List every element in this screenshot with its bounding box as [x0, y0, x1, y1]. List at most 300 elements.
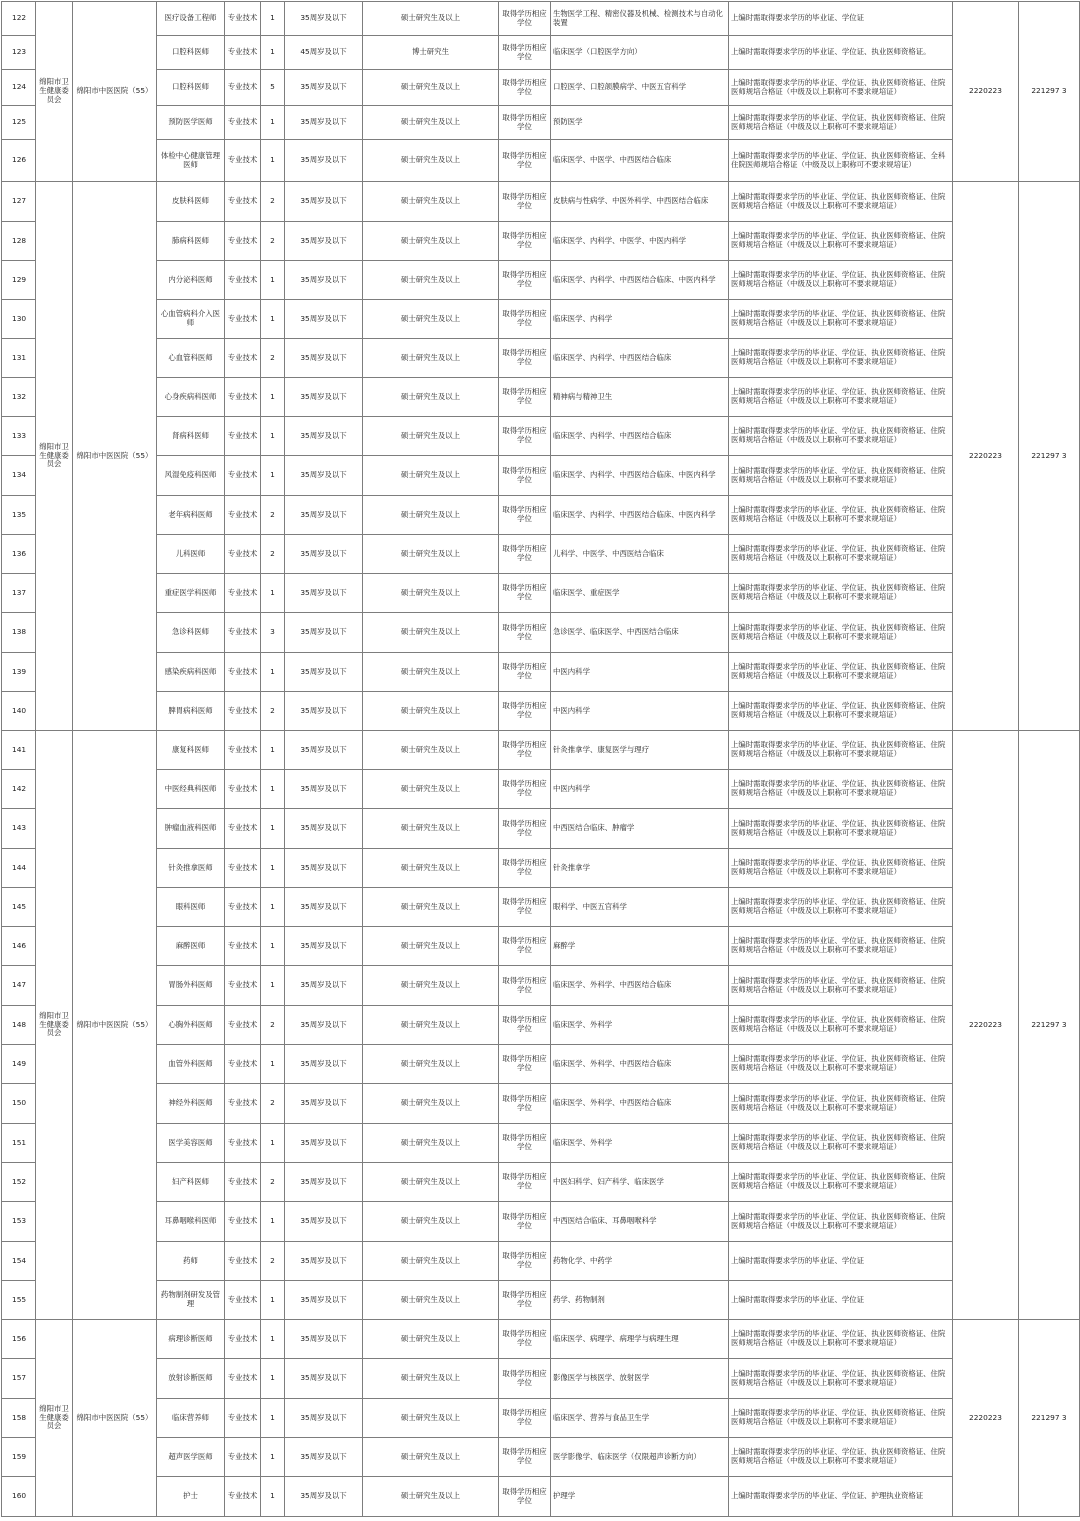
age-requirement: 35周岁及以下 — [285, 692, 363, 731]
position-name: 胃肠外科医师 — [157, 966, 225, 1006]
row-number: 137 — [2, 574, 36, 613]
age-requirement: 35周岁及以下 — [285, 1281, 363, 1320]
age-requirement: 35周岁及以下 — [285, 140, 363, 182]
row-number: 140 — [2, 692, 36, 731]
education-requirement: 硕士研究生及以上 — [363, 1084, 499, 1124]
phone-code-cell: 221297 3 — [1019, 1320, 1080, 1517]
other-requirements: 上编时需取得要求学历的毕业证、学位证、执业医师资格证、住院医师规培合格证（中级及以上职称可不要求规培证） — [729, 653, 953, 692]
row-number: 157 — [2, 1359, 36, 1399]
headcount: 2 — [261, 1242, 285, 1281]
education-requirement: 硕士研究生及以上 — [363, 692, 499, 731]
other-requirements: 上编时需取得要求学历的毕业证、学位证、执业医师资格证、住院医师规培合格证（中级及以上职称可不要求规培证） — [729, 927, 953, 966]
post-type: 专业技术 — [225, 535, 261, 574]
degree-requirement: 取得学历相应学位 — [499, 770, 551, 809]
post-type: 专业技术 — [225, 106, 261, 140]
degree-requirement: 取得学历相应学位 — [499, 2, 551, 36]
row-number: 122 — [2, 2, 36, 36]
other-requirements: 上编时需取得要求学历的毕业证、学位证、执业医师资格证、住院医师规培合格证（中级及以上职称可不要求规培证） — [729, 1202, 953, 1242]
other-requirements: 上编时需取得要求学历的毕业证、学位证、执业医师资格证、住院医师规培合格证（中级及以上职称可不要求规培证） — [729, 339, 953, 378]
age-requirement: 35周岁及以下 — [285, 888, 363, 927]
education-requirement: 硕士研究生及以上 — [363, 535, 499, 574]
major-requirement: 药物化学、中药学 — [551, 1242, 729, 1281]
major-requirement: 临床医学、内科学、中西医结合临床、中医内科学 — [551, 456, 729, 496]
major-requirement: 针灸推拿学 — [551, 849, 729, 888]
position-name: 临床营养师 — [157, 1399, 225, 1438]
position-name: 药师 — [157, 1242, 225, 1281]
degree-requirement: 取得学历相应学位 — [499, 1163, 551, 1202]
degree-requirement: 取得学历相应学位 — [499, 1202, 551, 1242]
row-number: 156 — [2, 1320, 36, 1359]
degree-requirement: 取得学历相应学位 — [499, 1320, 551, 1359]
education-requirement: 硕士研究生及以上 — [363, 339, 499, 378]
age-requirement: 35周岁及以下 — [285, 1320, 363, 1359]
other-requirements: 上编时需取得要求学历的毕业证、学位证、执业医师资格证、住院医师规培合格证（中级及以上职称可不要求规培证） — [729, 731, 953, 770]
post-type: 专业技术 — [225, 300, 261, 339]
table-row — [2, 1477, 1080, 1517]
post-type: 专业技术 — [225, 1163, 261, 1202]
row-number: 135 — [2, 496, 36, 535]
position-name: 老年病科医师 — [157, 496, 225, 535]
position-name: 儿科医师 — [157, 535, 225, 574]
degree-requirement: 取得学历相应学位 — [499, 1477, 551, 1517]
education-requirement: 硕士研究生及以上 — [363, 1045, 499, 1084]
education-requirement: 硕士研究生及以上 — [363, 1438, 499, 1477]
degree-requirement: 取得学历相应学位 — [499, 613, 551, 653]
age-requirement: 35周岁及以下 — [285, 2, 363, 36]
post-type: 专业技术 — [225, 888, 261, 927]
headcount: 1 — [261, 456, 285, 496]
post-type: 专业技术 — [225, 809, 261, 849]
position-name: 放射诊断医师 — [157, 1359, 225, 1399]
position-name: 肾病科医师 — [157, 417, 225, 456]
table-row — [2, 1084, 1080, 1124]
headcount: 1 — [261, 36, 285, 70]
age-requirement: 35周岁及以下 — [285, 1477, 363, 1517]
headcount: 1 — [261, 849, 285, 888]
post-type: 专业技术 — [225, 456, 261, 496]
headcount: 1 — [261, 106, 285, 140]
row-number: 144 — [2, 849, 36, 888]
age-requirement: 35周岁及以下 — [285, 496, 363, 535]
post-type: 专业技术 — [225, 1281, 261, 1320]
other-requirements: 上编时需取得要求学历的毕业证、学位证、执业医师资格证、住院医师规培合格证（中级及以上职称可不要求规培证） — [729, 1124, 953, 1163]
major-requirement: 中医内科学 — [551, 770, 729, 809]
headcount: 1 — [261, 1202, 285, 1242]
other-requirements: 上编时需取得要求学历的毕业证、学位证、执业医师资格证、住院医师规培合格证（中级及以上职称可不要求规培证） — [729, 1320, 953, 1359]
row-number: 148 — [2, 1006, 36, 1045]
major-requirement: 皮肤病与性病学、中医外科学、中西医结合临床 — [551, 182, 729, 222]
headcount: 3 — [261, 613, 285, 653]
education-requirement: 硕士研究生及以上 — [363, 809, 499, 849]
degree-requirement: 取得学历相应学位 — [499, 927, 551, 966]
row-number: 131 — [2, 339, 36, 378]
education-requirement: 硕士研究生及以上 — [363, 70, 499, 106]
position-name: 皮肤科医师 — [157, 182, 225, 222]
age-requirement: 35周岁及以下 — [285, 1006, 363, 1045]
headcount: 1 — [261, 1320, 285, 1359]
degree-requirement: 取得学历相应学位 — [499, 261, 551, 300]
headcount: 1 — [261, 731, 285, 770]
education-requirement: 硕士研究生及以上 — [363, 417, 499, 456]
major-requirement: 临床医学、外科学、中西医结合临床 — [551, 1045, 729, 1084]
position-name: 针灸推拿医师 — [157, 849, 225, 888]
post-type: 专业技术 — [225, 966, 261, 1006]
position-name: 神经外科医师 — [157, 1084, 225, 1124]
row-number: 152 — [2, 1163, 36, 1202]
table-row — [2, 70, 1080, 106]
phone-code-cell: 221297 3 — [1019, 2, 1080, 182]
row-number: 123 — [2, 36, 36, 70]
headcount: 2 — [261, 1084, 285, 1124]
table-row — [2, 1399, 1080, 1438]
age-requirement: 35周岁及以下 — [285, 653, 363, 692]
education-requirement: 硕士研究生及以上 — [363, 731, 499, 770]
row-number: 160 — [2, 1477, 36, 1517]
age-requirement: 35周岁及以下 — [285, 574, 363, 613]
education-requirement: 硕士研究生及以上 — [363, 613, 499, 653]
table-row — [2, 966, 1080, 1006]
post-type: 专业技术 — [225, 36, 261, 70]
position-name: 康复科医师 — [157, 731, 225, 770]
other-requirements: 上编时需取得要求学历的毕业证、学位证、执业医师资格证、住院医师规培合格证（中级及以上职称可不要求规培证） — [729, 1045, 953, 1084]
degree-requirement: 取得学历相应学位 — [499, 182, 551, 222]
position-name: 重症医学科医师 — [157, 574, 225, 613]
headcount: 1 — [261, 417, 285, 456]
education-requirement: 硕士研究生及以上 — [363, 300, 499, 339]
phone-code-cell: 221297 3 — [1019, 731, 1080, 1320]
age-requirement: 35周岁及以下 — [285, 731, 363, 770]
table-row — [2, 140, 1080, 182]
row-number: 125 — [2, 106, 36, 140]
major-requirement: 中医内科学 — [551, 653, 729, 692]
headcount: 2 — [261, 222, 285, 261]
post-type: 专业技术 — [225, 70, 261, 106]
position-name: 心身疾病科医师 — [157, 378, 225, 417]
age-requirement: 35周岁及以下 — [285, 106, 363, 140]
row-number: 147 — [2, 966, 36, 1006]
headcount: 5 — [261, 70, 285, 106]
table-row — [2, 378, 1080, 417]
row-number: 151 — [2, 1124, 36, 1163]
position-name: 血管外科医师 — [157, 1045, 225, 1084]
age-requirement: 35周岁及以下 — [285, 1242, 363, 1281]
post-type: 专业技术 — [225, 1359, 261, 1399]
degree-requirement: 取得学历相应学位 — [499, 1045, 551, 1084]
degree-requirement: 取得学历相应学位 — [499, 300, 551, 339]
row-number: 132 — [2, 378, 36, 417]
position-name: 脾胃病科医师 — [157, 692, 225, 731]
post-type: 专业技术 — [225, 496, 261, 535]
table-row — [2, 1320, 1080, 1359]
major-requirement: 临床医学、内科学、中西医结合临床、中医内科学 — [551, 496, 729, 535]
degree-requirement: 取得学历相应学位 — [499, 1242, 551, 1281]
post-type: 专业技术 — [225, 927, 261, 966]
contact-code-cell: 2220223 — [953, 2, 1019, 182]
table-row — [2, 1359, 1080, 1399]
degree-requirement: 取得学历相应学位 — [499, 456, 551, 496]
row-number: 134 — [2, 456, 36, 496]
headcount: 1 — [261, 966, 285, 1006]
headcount: 1 — [261, 1281, 285, 1320]
post-type: 专业技术 — [225, 182, 261, 222]
degree-requirement: 取得学历相应学位 — [499, 339, 551, 378]
education-requirement: 硕士研究生及以上 — [363, 1399, 499, 1438]
post-type: 专业技术 — [225, 1124, 261, 1163]
degree-requirement: 取得学历相应学位 — [499, 809, 551, 849]
position-name: 预防医学医师 — [157, 106, 225, 140]
education-requirement: 硕士研究生及以上 — [363, 1006, 499, 1045]
row-number: 130 — [2, 300, 36, 339]
education-requirement: 硕士研究生及以上 — [363, 182, 499, 222]
post-type: 专业技术 — [225, 1477, 261, 1517]
degree-requirement: 取得学历相应学位 — [499, 140, 551, 182]
degree-requirement: 取得学历相应学位 — [499, 417, 551, 456]
position-name: 药物制剂研发及管理 — [157, 1281, 225, 1320]
education-requirement: 硕士研究生及以上 — [363, 888, 499, 927]
row-number: 142 — [2, 770, 36, 809]
table-row — [2, 731, 1080, 770]
phone-code-cell: 221297 3 — [1019, 182, 1080, 731]
other-requirements: 上编时需取得要求学历的毕业证、学位证、执业医师资格证、住院医师规培合格证（中级及以上职称可不要求规培证） — [729, 417, 953, 456]
recruitment-table — [1, 1, 1080, 1517]
age-requirement: 35周岁及以下 — [285, 339, 363, 378]
row-number: 158 — [2, 1399, 36, 1438]
major-requirement: 临床医学、外科学、中西医结合临床 — [551, 966, 729, 1006]
other-requirements: 上编时需取得要求学历的毕业证、学位证 — [729, 1242, 953, 1281]
age-requirement: 35周岁及以下 — [285, 1045, 363, 1084]
major-requirement: 急诊医学、临床医学、中西医结合临床 — [551, 613, 729, 653]
other-requirements: 上编时需取得要求学历的毕业证、学位证、护理执业资格证 — [729, 1477, 953, 1517]
other-requirements: 上编时需取得要求学历的毕业证、学位证、执业医师资格证。 — [729, 36, 953, 70]
other-requirements: 上编时需取得要求学历的毕业证、学位证、执业医师资格证、住院医师规培合格证（中级及以上职称可不要求规培证） — [729, 222, 953, 261]
headcount: 1 — [261, 927, 285, 966]
major-requirement: 眼科学、中医五官科学 — [551, 888, 729, 927]
position-name: 肿瘤血液科医师 — [157, 809, 225, 849]
table-row — [2, 182, 1080, 222]
row-number: 127 — [2, 182, 36, 222]
department-cell: 绵阳市卫生健康委员会 — [36, 182, 73, 731]
major-requirement: 临床医学、内科学、中西医结合临床 — [551, 417, 729, 456]
position-name: 医学美容医师 — [157, 1124, 225, 1163]
degree-requirement: 取得学历相应学位 — [499, 692, 551, 731]
degree-requirement: 取得学历相应学位 — [499, 1438, 551, 1477]
post-type: 专业技术 — [225, 1320, 261, 1359]
education-requirement: 硕士研究生及以上 — [363, 1163, 499, 1202]
degree-requirement: 取得学历相应学位 — [499, 1006, 551, 1045]
position-name: 急诊科医师 — [157, 613, 225, 653]
age-requirement: 35周岁及以下 — [285, 809, 363, 849]
other-requirements: 上编时需取得要求学历的毕业证、学位证、执业医师资格证、住院医师规培合格证（中级及以上职称可不要求规培证） — [729, 456, 953, 496]
headcount: 2 — [261, 535, 285, 574]
headcount: 1 — [261, 140, 285, 182]
age-requirement: 35周岁及以下 — [285, 417, 363, 456]
other-requirements: 上编时需取得要求学历的毕业证、学位证、执业医师资格证、住院医师规培合格证（中级及以上职称可不要求规培证） — [729, 261, 953, 300]
age-requirement: 35周岁及以下 — [285, 1438, 363, 1477]
degree-requirement: 取得学历相应学位 — [499, 966, 551, 1006]
degree-requirement: 取得学历相应学位 — [499, 496, 551, 535]
post-type: 专业技术 — [225, 731, 261, 770]
row-number: 149 — [2, 1045, 36, 1084]
age-requirement: 35周岁及以下 — [285, 927, 363, 966]
position-name: 病理诊断医师 — [157, 1320, 225, 1359]
post-type: 专业技术 — [225, 1006, 261, 1045]
degree-requirement: 取得学历相应学位 — [499, 36, 551, 70]
age-requirement: 35周岁及以下 — [285, 378, 363, 417]
major-requirement: 临床医学、营养与食品卫生学 — [551, 1399, 729, 1438]
age-requirement: 35周岁及以下 — [285, 966, 363, 1006]
headcount: 1 — [261, 888, 285, 927]
employer-unit-cell: 绵阳市中医医院（55） — [73, 1320, 157, 1517]
degree-requirement: 取得学历相应学位 — [499, 70, 551, 106]
education-requirement: 硕士研究生及以上 — [363, 106, 499, 140]
education-requirement: 硕士研究生及以上 — [363, 770, 499, 809]
employer-unit-cell: 绵阳市中医医院（55） — [73, 731, 157, 1320]
row-number: 143 — [2, 809, 36, 849]
major-requirement: 中医妇科学、妇产科学、临床医学 — [551, 1163, 729, 1202]
other-requirements: 上编时需取得要求学历的毕业证、学位证、执业医师资格证、住院医师规培合格证（中级及以上职称可不要求规培证） — [729, 888, 953, 927]
post-type: 专业技术 — [225, 2, 261, 36]
position-name: 口腔科医师 — [157, 36, 225, 70]
position-name: 护士 — [157, 1477, 225, 1517]
other-requirements: 上编时需取得要求学历的毕业证、学位证、执业医师资格证、住院医师规培合格证（中级及以上职称可不要求规培证） — [729, 1438, 953, 1477]
major-requirement: 麻醉学 — [551, 927, 729, 966]
row-number: 128 — [2, 222, 36, 261]
other-requirements: 上编时需取得要求学历的毕业证、学位证 — [729, 1281, 953, 1320]
major-requirement: 临床医学、外科学 — [551, 1006, 729, 1045]
major-requirement: 针灸推拿学、康复医学与理疗 — [551, 731, 729, 770]
position-name: 超声医学医师 — [157, 1438, 225, 1477]
table-body — [2, 2, 1080, 1517]
position-name: 耳鼻咽喉科医师 — [157, 1202, 225, 1242]
education-requirement: 硕士研究生及以上 — [363, 1281, 499, 1320]
position-name: 感染疾病科医师 — [157, 653, 225, 692]
other-requirements: 上编时需取得要求学历的毕业证、学位证、执业医师资格证、住院医师规培合格证（中级及以上职称可不要求规培证） — [729, 809, 953, 849]
table-row — [2, 1163, 1080, 1202]
table-row — [2, 692, 1080, 731]
education-requirement: 硕士研究生及以上 — [363, 261, 499, 300]
table-row — [2, 888, 1080, 927]
major-requirement: 口腔医学、口腔颌膜病学、中医五官科学 — [551, 70, 729, 106]
headcount: 1 — [261, 378, 285, 417]
other-requirements: 上编时需取得要求学历的毕业证、学位证、执业医师资格证、住院医师规培合格证（中级及以上职称可不要求规培证） — [729, 966, 953, 1006]
post-type: 专业技术 — [225, 1045, 261, 1084]
other-requirements: 上编时需取得要求学历的毕业证、学位证、执业医师资格证、住院医师规培合格证（中级及以上职称可不要求规培证） — [729, 1163, 953, 1202]
position-name: 风湿免疫科医师 — [157, 456, 225, 496]
row-number: 146 — [2, 927, 36, 966]
degree-requirement: 取得学历相应学位 — [499, 1124, 551, 1163]
major-requirement: 中西医结合临床、耳鼻咽喉科学 — [551, 1202, 729, 1242]
headcount: 1 — [261, 300, 285, 339]
row-number: 133 — [2, 417, 36, 456]
table-row — [2, 300, 1080, 339]
post-type: 专业技术 — [225, 1438, 261, 1477]
table-row — [2, 339, 1080, 378]
other-requirements: 上编时需取得要求学历的毕业证、学位证、执业医师资格证、住院医师规培合格证（中级及以上职称可不要求规培证） — [729, 378, 953, 417]
department-cell: 绵阳市卫生健康委员会 — [36, 731, 73, 1320]
position-name: 内分泌科医师 — [157, 261, 225, 300]
major-requirement: 临床医学、内科学、中西医结合临床 — [551, 339, 729, 378]
row-number: 155 — [2, 1281, 36, 1320]
major-requirement: 中西医结合临床、肿瘤学 — [551, 809, 729, 849]
row-number: 129 — [2, 261, 36, 300]
other-requirements: 上编时需取得要求学历的毕业证、学位证、执业医师资格证、住院医师规培合格证（中级及以上职称可不要求规培证） — [729, 849, 953, 888]
row-number: 150 — [2, 1084, 36, 1124]
post-type: 专业技术 — [225, 1399, 261, 1438]
table-row — [2, 106, 1080, 140]
headcount: 1 — [261, 1477, 285, 1517]
major-requirement: 中医内科学 — [551, 692, 729, 731]
other-requirements: 上编时需取得要求学历的毕业证、学位证、执业医师资格证、住院医师规培合格证（中级及以上职称可不要求规培证） — [729, 770, 953, 809]
post-type: 专业技术 — [225, 613, 261, 653]
headcount: 1 — [261, 1359, 285, 1399]
table-row — [2, 1006, 1080, 1045]
table-row — [2, 2, 1080, 36]
other-requirements: 上编时需取得要求学历的毕业证、学位证、执业医师资格证、住院医师规培合格证（中级及以上职称可不要求规培证） — [729, 300, 953, 339]
table-row — [2, 653, 1080, 692]
degree-requirement: 取得学历相应学位 — [499, 888, 551, 927]
other-requirements: 上编时需取得要求学历的毕业证、学位证、执业医师资格证、住院医师规培合格证（中级及以上职称可不要求规培证） — [729, 1084, 953, 1124]
employer-unit-cell: 绵阳市中医医院（55） — [73, 182, 157, 731]
table-row — [2, 1202, 1080, 1242]
headcount: 1 — [261, 1045, 285, 1084]
table-row — [2, 574, 1080, 613]
contact-code-cell: 2220223 — [953, 731, 1019, 1320]
row-number: 124 — [2, 70, 36, 106]
degree-requirement: 取得学历相应学位 — [499, 378, 551, 417]
other-requirements: 上编时需取得要求学历的毕业证、学位证、执业医师资格证、住院医师规培合格证（中级及以上职称可不要求规培证） — [729, 1006, 953, 1045]
table-row — [2, 927, 1080, 966]
major-requirement: 生物医学工程、精密仪器及机械、检测技术与自动化装置 — [551, 2, 729, 36]
position-name: 医疗设备工程师 — [157, 2, 225, 36]
position-name: 体检中心健康管理医师 — [157, 140, 225, 182]
row-number: 138 — [2, 613, 36, 653]
headcount: 2 — [261, 692, 285, 731]
headcount: 2 — [261, 496, 285, 535]
education-requirement: 硕士研究生及以上 — [363, 849, 499, 888]
headcount: 2 — [261, 1163, 285, 1202]
age-requirement: 35周岁及以下 — [285, 1359, 363, 1399]
education-requirement: 硕士研究生及以上 — [363, 966, 499, 1006]
major-requirement: 精神病与精神卫生 — [551, 378, 729, 417]
other-requirements: 上编时需取得要求学历的毕业证、学位证、执业医师资格证、住院医师规培合格证（中级及以上职称可不要求规培证） — [729, 1399, 953, 1438]
major-requirement: 药学、药物制剂 — [551, 1281, 729, 1320]
table-row — [2, 1438, 1080, 1477]
department-cell: 绵阳市卫生健康委员会 — [36, 2, 73, 182]
table-row — [2, 222, 1080, 261]
post-type: 专业技术 — [225, 692, 261, 731]
major-requirement: 临床医学、内科学、中西医结合临床、中医内科学 — [551, 261, 729, 300]
row-number: 139 — [2, 653, 36, 692]
table-row — [2, 535, 1080, 574]
table-row — [2, 849, 1080, 888]
table-row — [2, 261, 1080, 300]
education-requirement: 硕士研究生及以上 — [363, 1124, 499, 1163]
contact-code-cell: 2220223 — [953, 1320, 1019, 1517]
table-row — [2, 417, 1080, 456]
table-row — [2, 809, 1080, 849]
other-requirements: 上编时需取得要求学历的毕业证、学位证、执业医师资格证、住院医师规培合格证（中级及以上职称可不要求规培证） — [729, 106, 953, 140]
major-requirement: 临床医学、重症医学 — [551, 574, 729, 613]
employer-unit-cell: 绵阳市中医医院（55） — [73, 2, 157, 182]
age-requirement: 35周岁及以下 — [285, 300, 363, 339]
education-requirement: 硕士研究生及以上 — [363, 2, 499, 36]
headcount: 1 — [261, 574, 285, 613]
row-number: 153 — [2, 1202, 36, 1242]
major-requirement: 临床医学、病理学、病理学与病理生理 — [551, 1320, 729, 1359]
headcount: 1 — [261, 261, 285, 300]
major-requirement: 护理学 — [551, 1477, 729, 1517]
headcount: 1 — [261, 1124, 285, 1163]
